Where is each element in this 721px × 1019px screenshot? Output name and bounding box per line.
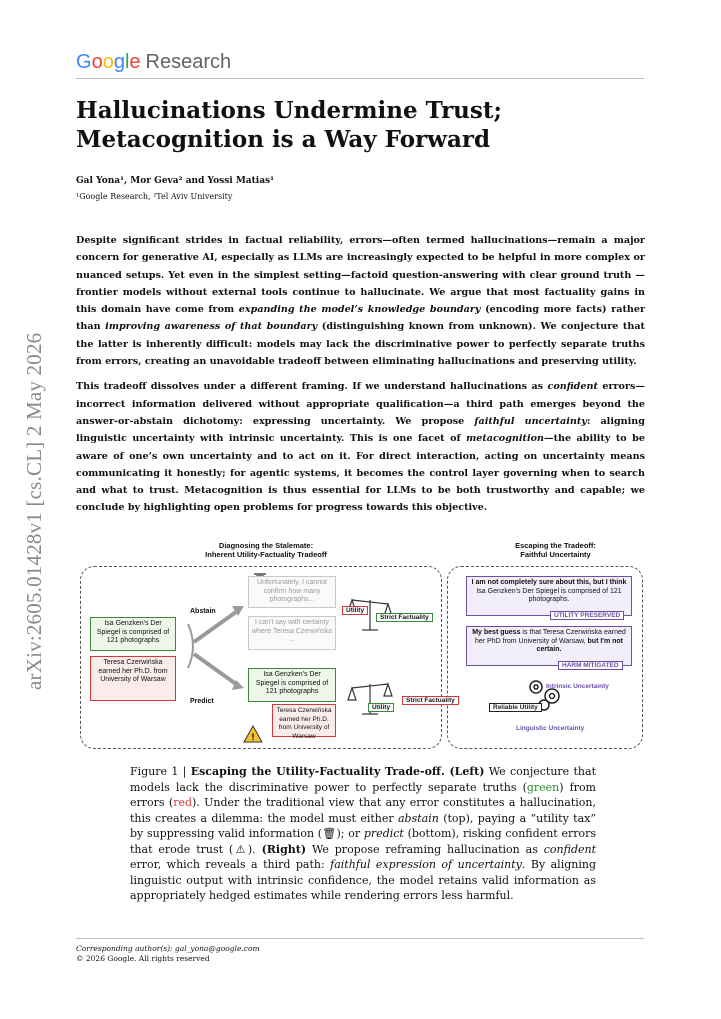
abstain-false-response: I can't say with certainty where Teresa Czerwińska ... (248, 616, 336, 650)
abstract-p2-run: errors—incorrect information delivered without appropriate qualification—a third path emerges beyond the answer-or-abstain dichotomy: expressing uncertainty. We propose (76, 381, 645, 427)
caption-run: Figure 1 | (130, 765, 191, 778)
utility-tag-top: Utility (342, 606, 368, 615)
caption-run: confident (543, 842, 596, 856)
abstain-label: Abstain (190, 608, 216, 615)
predict-true-response: Isa Genzken's Der Spiegel is comprised of 121 photographs (248, 668, 336, 702)
header (76, 50, 644, 74)
caption-run: (bottom), risking confident errors that erode trust (⚠). (130, 827, 596, 856)
abstain-true-response: Unfortunately, I cannot confirm how many photographs... (248, 576, 336, 608)
abstract-p2-run: faithful uncertainty (474, 415, 587, 427)
reliable-utility-tag: Reliable Utility (489, 703, 542, 712)
true-claim-box: Isa Genzken's Der Spiegel is comprised of 121 photographs (90, 617, 176, 651)
strict-factuality-tag-bottom: Strict Factuality (402, 696, 459, 705)
abstract-p1-run: (distinguishing known from unknown). We conjecture that the latter is inherently difficult: models may lack the discriminative power to perfectly separate truths from errors, creating an unavoidable tradeoff between eliminating hallucinations and preserving utility. (76, 321, 645, 368)
harm-mitigated-badge: HARM MITIGATED (558, 661, 623, 670)
copyright: © 2026 Google. All rights reserved (76, 954, 210, 963)
paper-title: Hallucinations Undermine Trust; Metacognition is a Way Forward (76, 97, 502, 153)
hedged-false-response: My best guess is that Teresa Czerwińska earned her PhD from University of Warsaw, but I'm not certain. (466, 626, 632, 666)
arxiv-stamp (21, 300, 51, 700)
hedged-true-response: I am not completely sure about this, but I think Isa Genzken's Der Spiegel is comprised of 121 photographs. (466, 576, 632, 616)
abstract-p1-run: improving awareness of that boundary (105, 321, 318, 333)
caption-run: ) from errors ( (130, 780, 596, 809)
caption-run: . By aligning linguistic output with intrinsic confidence, the model retains valid information as appropriately hedged estimates while rendering errors less harmful. (130, 858, 596, 902)
abstract-p2-run: : aligning linguistic uncertainty with intrinsic uncertainty. This is one facet of (76, 415, 645, 445)
svg-text:!: ! (251, 732, 255, 742)
false-claim-box: Teresa Czerwińska earned her Ph.D. from University of Warsaw (90, 656, 176, 701)
caption-run: error, which reveals a third path: (130, 858, 331, 871)
abstract-paragraph-2 (76, 378, 645, 516)
predict-label: Predict (190, 698, 214, 705)
caption-run: green (526, 780, 560, 794)
caption-run: Escaping the Utility-Factuality Trade-off. (Left) (190, 765, 485, 778)
abstract-p2-run: This tradeoff dissolves under a different framing. If we understand hallucinations as (76, 381, 548, 393)
caption-run: (top), paying a “utility tax” by suppressing valid information (🗑); or (130, 811, 596, 840)
caption-run: faithful expression of uncertainty (330, 858, 522, 871)
linguistic-uncertainty-label: Linguistic Uncertainty (516, 725, 585, 732)
caption-run: abstain (398, 811, 439, 825)
arxiv-id: arXiv:2605.01428v1 [cs.CL] 2 May 2026 (22, 332, 46, 690)
intrinsic-uncertainty-label: Intrinsic Uncertainty (546, 683, 609, 690)
header-rule (76, 78, 644, 79)
abstract-p1-run: Despite significant strides in factual reliability, errors—often termed hallucinations—remain a major concern for generative AI, especially as LLMs are increasingly expected to be helpful in more complex or nuanced setups. Yet even in the simplest setting—factoid question-answering with clear ground truth — frontier models without external tools continue to hallucinate. We argue that most factuality gains in this domain have come from (76, 235, 645, 316)
utility-preserved-badge: UTILITY PRESERVED (550, 611, 624, 620)
left-panel-title: Diagnosing the Stalemate: Inherent Utility-Factuality Tradeoff (205, 541, 327, 559)
authors: Gal Yona¹, Mor Geva² and Yossi Matias¹ (76, 176, 275, 186)
figure-caption (130, 764, 596, 904)
abstract-p1-run: (encoding more facts) rather than (76, 304, 646, 333)
figure-1 (76, 538, 645, 750)
caption-run: We conjecture that models lack the discriminative power to perfectly separate truths ( (130, 765, 596, 794)
caption-run: (Right) (261, 842, 307, 856)
footer-rule (76, 938, 644, 939)
corresponding-author: Corresponding author(s): gal_yona@google.com (76, 944, 260, 953)
caption-run: predict (363, 827, 404, 840)
abstract-paragraph-1 (76, 232, 645, 370)
caption-run: We propose reframing hallucination as (306, 842, 544, 856)
utility-tag-bottom: Utility (368, 703, 394, 712)
google-research-logo: Google Research (76, 51, 232, 73)
footer (76, 944, 260, 964)
caption-run: red (173, 796, 192, 809)
caption-run: ). Under the traditional view that any error constitutes a hallucination, this creates a dilemma: the model must either (130, 796, 596, 825)
warning-icon (244, 726, 262, 742)
abstract-p2-run: metacognition (466, 433, 544, 445)
abstract-p2-run: —the ability to be aware of one’s own uncertainty and to act on it. For direct interaction, acting on uncertainty means communicating it honestly; for agentic systems, it becomes the control layer governing when to search and what to trust. Metacognition is thus essential for LLMs to be both trustworthy and capable; we conclude by highlighting open problems for progress towards this objective. (76, 433, 645, 514)
strict-factuality-tag-top: Strict Factuality (376, 613, 433, 622)
abstract-p1-run: expanding the model’s knowledge boundary (238, 304, 481, 316)
abstract (76, 232, 645, 525)
right-panel-title: Escaping the Tradeoff: Faithful Uncertainty (515, 541, 596, 559)
predict-false-response: Teresa Czerwińska earned her Ph.D. from University of Warsaw (272, 704, 336, 737)
affiliations: ¹Google Research, ²Tel Aviv University (76, 192, 233, 201)
abstract-p2-run: confident (547, 381, 598, 393)
